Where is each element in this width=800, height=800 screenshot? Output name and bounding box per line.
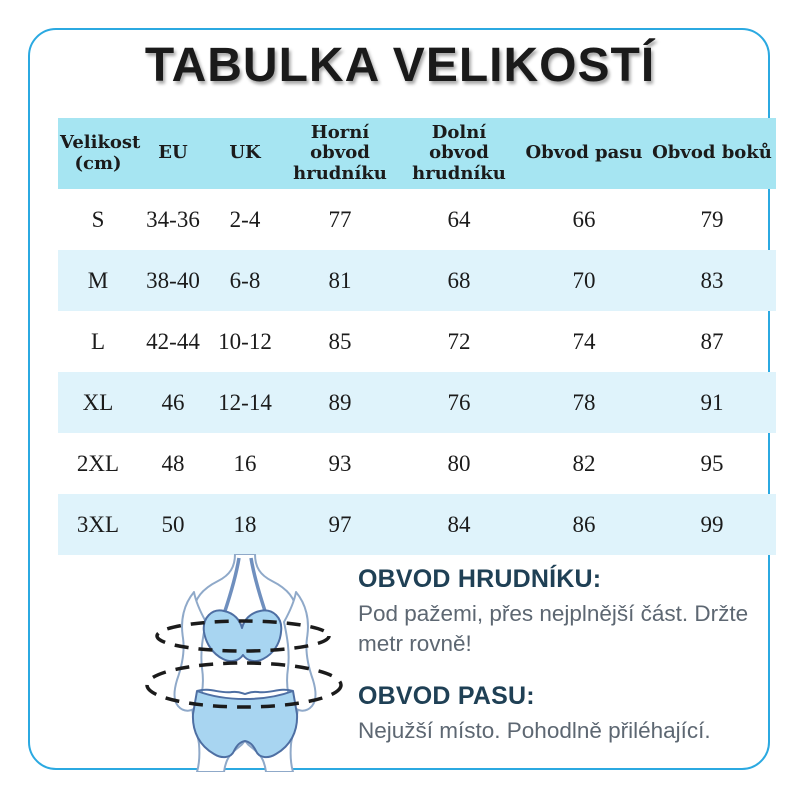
cell-hips: 79 [700,206,724,232]
cell-uk: 16 [233,450,257,476]
cell-size: S [91,206,105,232]
cell-upper-bust: 97 [328,511,352,537]
table-header-row [58,118,776,189]
cell-uk: 6-8 [229,267,261,293]
page-title: TABULKA VELIKOSTÍ [144,39,656,92]
column-header-obvod-pasu: Obvod pasu [525,142,643,164]
cell-waist: 82 [572,450,596,476]
cell-under-bust: 80 [447,450,471,476]
table-row-2xl [58,433,776,494]
cell-waist: 70 [572,267,596,293]
cell-under-bust: 64 [447,206,471,232]
waist-measure-heading: OBVOD PASU: [358,681,535,710]
cell-under-bust: 72 [447,328,471,354]
cell-upper-bust: 77 [328,206,352,232]
cell-hips: 87 [700,328,724,354]
column-header-dolni-obvod: Dolní obvod hrudníku [412,122,506,184]
cell-waist: 86 [572,511,596,537]
cell-size: L [90,328,106,354]
cell-eu: 34-36 [146,206,200,232]
measurement-figure-illustration [140,554,350,772]
cell-size: 3XL [76,511,120,537]
cell-eu: 42-44 [146,328,200,354]
chest-measure-text: Pod pažemi, přes nejplnější část. Držte metr rovně! [358,601,749,656]
cell-eu: 46 [161,389,185,415]
cell-upper-bust: 85 [328,328,352,354]
cell-size: M [87,267,109,293]
table-row-m [58,250,776,311]
cell-uk: 12-14 [218,389,272,415]
cell-under-bust: 84 [447,511,471,537]
female-torso-drawing [140,554,350,772]
cell-size: XL [82,389,114,415]
cell-under-bust: 76 [447,389,471,415]
table-row-s [58,189,776,250]
cell-hips: 91 [700,389,724,415]
cell-uk: 18 [233,511,257,537]
column-header-eu: EU [158,142,188,164]
cell-uk: 2-4 [229,206,261,232]
cell-waist: 66 [572,206,596,232]
cell-upper-bust: 89 [328,389,352,415]
chest-measure-heading: OBVOD HRUDNÍKU: [358,565,602,593]
cell-eu: 48 [161,450,185,476]
measuring-instructions [358,564,754,746]
cell-hips: 95 [700,450,724,476]
table-row-3xl [58,494,776,555]
table-row-xl [58,372,776,433]
cell-eu: 38-40 [146,267,200,293]
column-header-obvod-boku: Obvod boků [652,142,772,164]
cell-waist: 74 [572,328,596,354]
cell-waist: 78 [572,389,596,415]
column-header-horni-obvod: Horní obvod hrudníku [293,122,387,184]
cell-upper-bust: 93 [328,450,352,476]
table-row-l [58,311,776,372]
cell-hips: 83 [700,267,724,293]
waist-measure-text: Nejužší místo. Pohodlně přiléhající. [358,717,711,743]
size-table [58,118,776,555]
cell-under-bust: 68 [447,267,471,293]
column-header-uk: UK [229,142,261,164]
cell-eu: 50 [161,511,185,537]
cell-size: 2XL [76,450,120,476]
column-header-velikost: Velikost (cm) [60,132,141,174]
cell-upper-bust: 81 [328,267,352,293]
cell-uk: 10-12 [218,328,272,354]
cell-hips: 99 [700,511,724,537]
